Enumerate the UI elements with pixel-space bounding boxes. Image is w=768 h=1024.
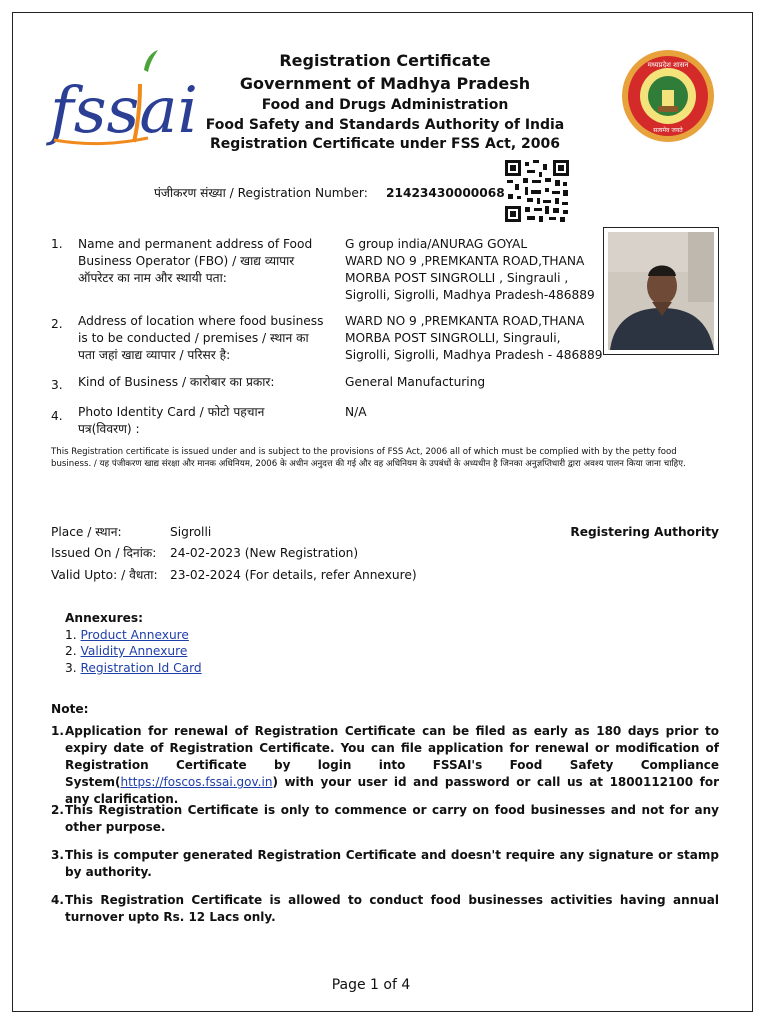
item-1-number: 1. xyxy=(51,237,63,251)
note-2: This Registration Certificate is only to commence or carry on food businesses and not for any other purpose. xyxy=(65,803,719,834)
title-registration-certificate: Registration Certificate xyxy=(279,51,491,70)
annexure-3 xyxy=(65,660,202,677)
valid-upto-label: Valid Upto: / वैधता: xyxy=(51,568,158,582)
mp-government-emblem xyxy=(615,50,721,142)
note-4-number: 4. xyxy=(51,893,64,907)
note-1 xyxy=(65,723,719,808)
item-3-value: General Manufacturing xyxy=(345,375,486,389)
product-annexure-link[interactable]: Product Annexure xyxy=(80,628,189,642)
title-fss-act: Registration Certificate under FSS Act, 2006 xyxy=(210,136,560,152)
validity-annexure-link[interactable]: Validity Annexure xyxy=(80,644,188,658)
svg-text:मध्यप्रदेश शासन: मध्यप्रदेश शासन xyxy=(647,61,689,69)
place-label: Place / स्थान: xyxy=(51,525,122,539)
page-number: Page 1 of 4 xyxy=(331,977,411,993)
svg-text:fssai: fssai xyxy=(50,74,198,148)
note-2-number: 2. xyxy=(51,803,64,817)
note-1-text-end: ) with your user id and password or call us at 1800112100 for any clarification. xyxy=(65,775,719,806)
item-3-number: 3. xyxy=(51,378,63,392)
item-1-value-line-4: Sigrolli, Sigrolli, Madhya Pradesh-486889 xyxy=(345,288,595,302)
note-4: This Registration Certificate is allowed to conduct food businesses activities having annual turnover upto Rs. 12 Lacs only. xyxy=(65,893,719,924)
place-value: Sigrolli xyxy=(170,525,212,539)
svg-text:सत्यमेव जयते: सत्यमेव जयते xyxy=(653,127,683,134)
annexure-2-number: 2. xyxy=(65,644,77,658)
item-2-number: 2. xyxy=(51,317,63,331)
item-2-value-line-3: Sigrolli, Sigrolli, Madhya Pradesh - 486889 xyxy=(345,348,603,362)
qr-code xyxy=(505,160,569,222)
registration-number-label: पंजीकरण संख्या / Registration Number: xyxy=(154,186,368,200)
item-1-value-line-3: MORBA POST SINGROLLI , Singrauli , xyxy=(345,271,569,285)
title-government: Government of Madhya Pradesh xyxy=(239,74,531,93)
valid-upto-value: 23-02-2024 (For details, refer Annexure) xyxy=(170,568,417,582)
item-4-number: 4. xyxy=(51,409,63,423)
note-heading: Note: xyxy=(51,702,89,716)
item-4-label: Photo Identity Card / फोटो पहचान पत्र(विवरण) : xyxy=(78,405,265,436)
fssai-logo xyxy=(48,44,198,154)
note-3: This is computer generated Registration Certificate and doesn't require any signature or stamp by authority. xyxy=(65,848,719,879)
annexure-3-number: 3. xyxy=(65,661,77,675)
issued-on-label: Issued On / दिनांक: xyxy=(51,546,157,560)
item-2-label: Address of location where food business is to be conducted / premises / स्थान का पता जहां खाद्य व्यापार / परिसर है: xyxy=(78,314,324,362)
item-2-value-line-2: MORBA POST SINGROLLI, Singrauli, xyxy=(345,331,561,345)
title-fda: Food and Drugs Administration xyxy=(261,97,509,113)
registration-number: 21423430000068 xyxy=(386,186,505,200)
annexure-1 xyxy=(65,627,189,644)
issued-on-value: 24-02-2023 (New Registration) xyxy=(170,546,359,560)
registering-authority: Registering Authority xyxy=(570,525,719,539)
foscos-link[interactable]: https://foscos.fssai.gov.in xyxy=(120,775,273,789)
fbo-photo xyxy=(603,227,719,355)
item-1-value-line-1: G group india/ANURAG GOYAL xyxy=(345,237,528,251)
note-1-text-start: Application for renewal of Registration Certificate can be filed as early as 180 days prior to expiry date of Registration Certificate. You can file application for renewal or modification of Registration Certificate by login into FSSAI's Food Safety Compliance System( xyxy=(65,724,719,789)
disclaimer-text: This Registration certificate is issued under and is subject to the provisions of FSS Act, 2006 all of which must be complied with by the petty food business. / यह पंजीकरण खाद्य संरक्षा और मानक अधिनियम, 2006 के अधीन अनुदत्त की गई और वह अधिनियम के उपबंधों के अध्यधीन है जिनका अनुज्ञप्तिधारी द्वारा अवश्य पालन किया जाना चाहिए. xyxy=(51,447,686,469)
note-1-number: 1. xyxy=(51,724,64,738)
title-fssai: Food Safety and Standards Authority of India xyxy=(205,117,565,133)
annexure-1-number: 1. xyxy=(65,628,77,642)
item-3-label: Kind of Business / कारोबार का प्रकार: xyxy=(78,375,275,389)
item-1-label: Name and permanent address of Food Business Operator (FBO) / खाद्य व्यापार ऑपरेटर का नाम और स्थायी पता: xyxy=(78,237,313,285)
registration-id-card-link[interactable]: Registration Id Card xyxy=(80,661,202,675)
annexure-2 xyxy=(65,643,187,660)
note-3-number: 3. xyxy=(51,848,64,862)
item-2-value-line-1: WARD NO 9 ,PREMKANTA ROAD,THANA xyxy=(345,314,585,328)
item-4-value: N/A xyxy=(345,405,367,419)
item-1-value-line-2: WARD NO 9 ,PREMKANTA ROAD,THANA xyxy=(345,254,585,268)
annexures-heading: Annexures: xyxy=(65,611,143,625)
